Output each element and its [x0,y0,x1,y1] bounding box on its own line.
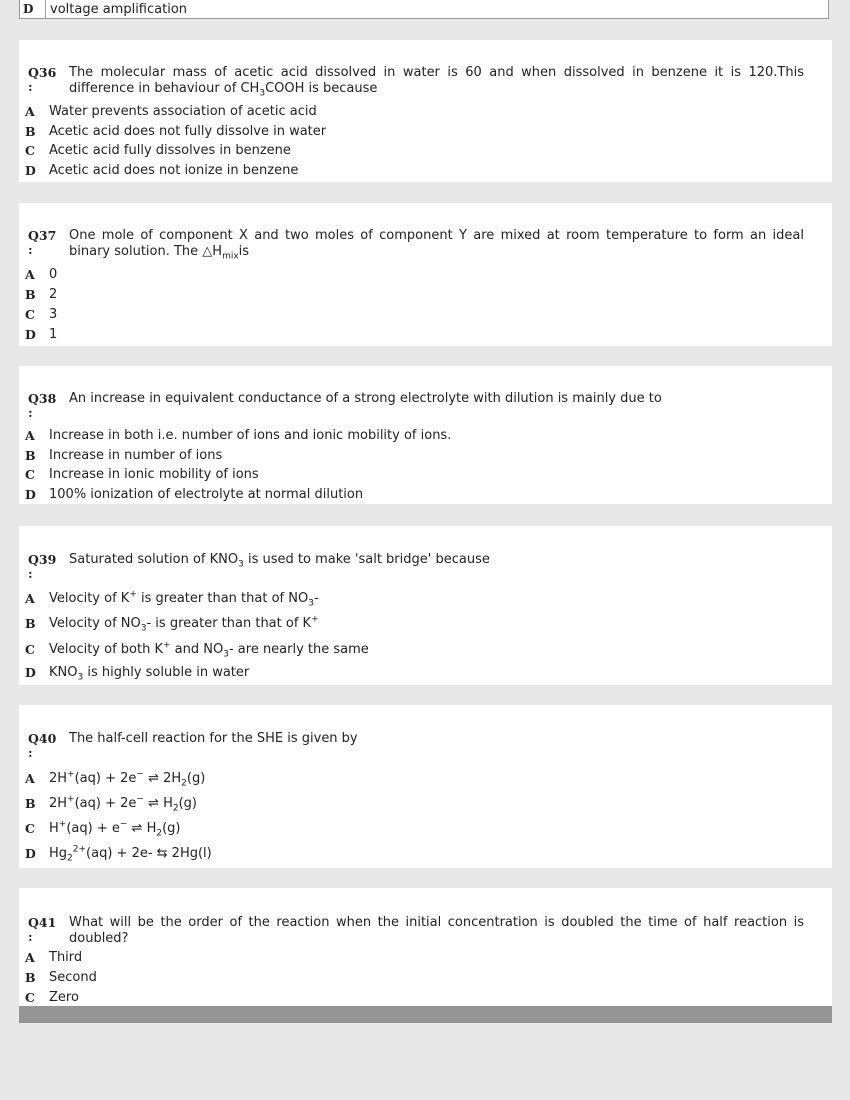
question-card-q37 [19,203,832,346]
option-b[interactable]: B 2 [25,286,58,302]
option-b[interactable]: B Velocity of $NO_3-$ is greater than that of K+ [25,614,319,634]
option-a[interactable]: A Third [25,949,83,965]
option-b[interactable]: B 2H+(aq) + 2e− ⇌ $H_2(g)$ [25,794,198,814]
option-c[interactable]: C Zero [25,989,79,1005]
question-text: One mole of component X and two moles of component Y are mixed at room temperature to form an ideal binary solution. The $\triangle H_{mix}is$ [69,228,804,262]
question-card-q41 [19,888,832,1008]
option-c[interactable]: C 3 [25,306,58,322]
option-a[interactable]: A Increase in both i.e. number of ions and ionic mobility of ions. [25,427,452,443]
option-a[interactable]: A Water prevents association of acetic acid [25,103,317,119]
option-c[interactable]: C Increase in ionic mobility of ions [25,466,259,482]
question-number: Q37 : [28,228,57,257]
option-d[interactable]: D 1 [25,326,58,342]
question-number: Q40 : [28,731,57,760]
question-number: Q39 : [28,552,57,581]
option-letter: D [20,0,46,18]
option-d[interactable]: D Acetic acid does not ionize in benzene [25,162,299,178]
previous-option-row [19,0,829,19]
option-d[interactable]: D 100% ionization of electrolyte at normal dilution [25,486,364,502]
question-number: Q36 : [28,65,57,94]
option-c[interactable]: C Acetic acid fully dissolves in benzene [25,142,291,158]
option-c[interactable]: C H+(aq) + e− ⇌ $H_2(g)$ [25,819,181,839]
question-card-q39 [19,526,832,685]
question-number: Q38 : [28,391,57,420]
option-text: voltage amplification [50,1,188,17]
question-card-q40 [19,705,832,868]
option-d[interactable]: D $Hg_2^{2+}(aq) + 2e-$ ⇆ 2Hg(l) [25,844,212,864]
option-c[interactable]: C Velocity of both K+ and $NO_3-$ are nearly the same [25,640,369,660]
option-d[interactable]: D $KNO_3$ is highly soluble in water [25,664,250,683]
question-text: An increase in equivalent conductance of a strong electrolyte with dilution is mainly due to [69,391,662,406]
question-number: Q41 : [28,915,57,944]
option-b[interactable]: B Second [25,969,97,985]
option-a[interactable]: A 0 [25,266,58,282]
footer-bar [19,1006,832,1023]
question-text: Saturated solution of $KNO_3$ is used to make 'salt bridge' because [69,552,490,570]
question-card-q36 [19,40,832,182]
question-text: What will be the order of the reaction when the initial concentration is doubled the time of half reaction is doubled? [69,915,804,946]
option-a[interactable]: A Velocity of K+ is greater than that of $NO_3-$ [25,589,319,609]
question-text: The molecular mass of acetic acid dissolved in water is 60 and when dissolved in benzene it is 120.This difference in behaviour of $CH_3COOH$ is because [69,65,804,99]
question-card-q38 [19,366,832,504]
option-b[interactable]: B Acetic acid does not fully dissolve in water [25,123,327,139]
question-text: The half-cell reaction for the SHE is given by [69,731,358,746]
option-a[interactable]: A 2H+(aq) + 2e− ⇌ $2H_2(g)$ [25,769,206,789]
option-b[interactable]: B Increase in number of ions [25,447,223,463]
